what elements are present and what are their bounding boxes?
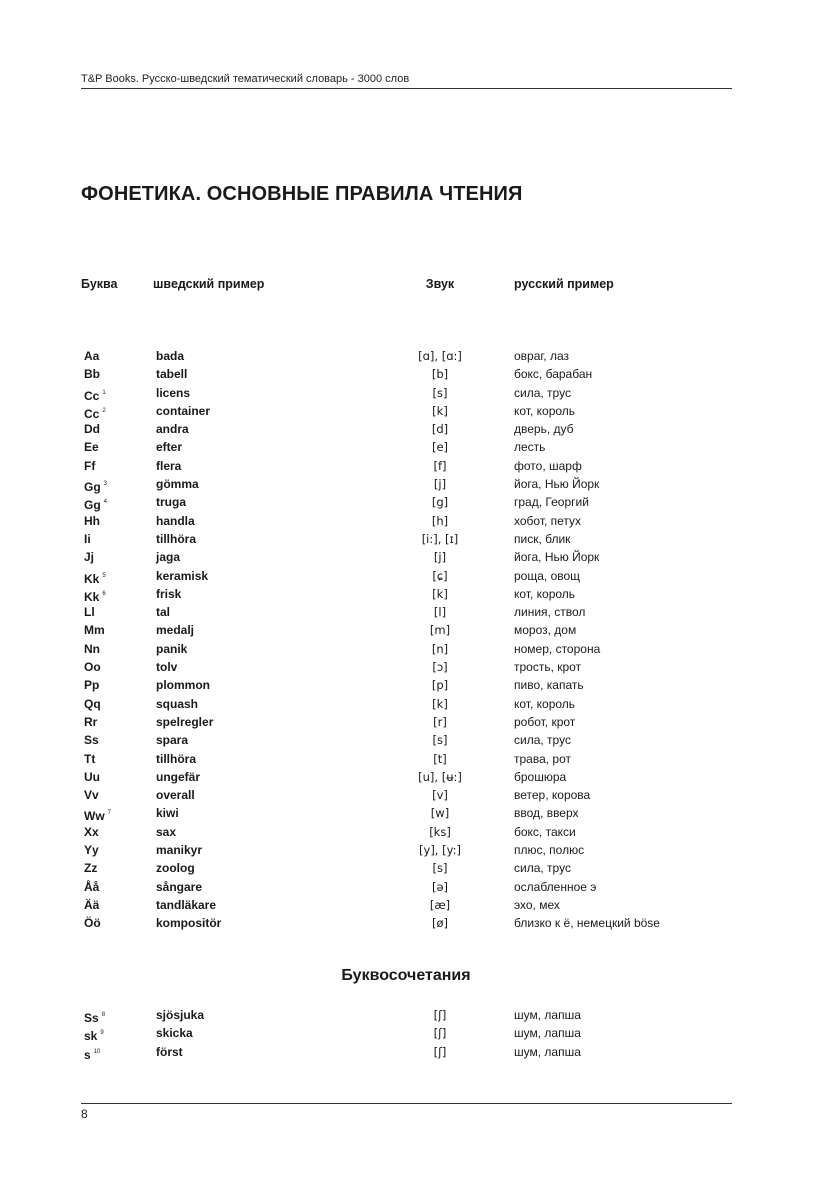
table-row <box>0 586 840 604</box>
letter-text: Ss <box>84 733 99 748</box>
russian-example-cell: эхо, мех <box>514 897 560 912</box>
swedish-example-cell: manikyr <box>156 843 203 858</box>
russian-example-cell: шум, лапша <box>514 1026 581 1041</box>
table-row <box>0 513 840 531</box>
sound-cell: [y], [y:] <box>419 843 461 858</box>
letter-cell <box>84 751 95 767</box>
sound-cell: [h] <box>431 513 449 528</box>
footnote-marker: 7 <box>107 810 112 817</box>
swedish-example-cell: gömma <box>156 477 199 492</box>
footnote-marker: 9 <box>100 1030 104 1037</box>
table-row <box>0 348 840 366</box>
swedish-example-cell: flera <box>156 458 182 473</box>
swedish-example-cell: truga <box>156 495 186 510</box>
letter-cell <box>84 476 107 495</box>
swedish-example-cell: skicka <box>156 1026 193 1041</box>
letter-cell <box>84 549 94 565</box>
swedish-example-cell: overall <box>156 788 195 803</box>
sound-cell: [ʃ] <box>433 1026 447 1041</box>
sound-cell: [ɕ] <box>432 568 448 583</box>
russian-example-cell: кот, король <box>514 696 576 711</box>
russian-example-cell: трава, рот <box>514 751 572 766</box>
sound-cell: [b] <box>431 367 449 382</box>
swedish-example-cell: keramisk <box>156 568 209 583</box>
letter-text: Xx <box>84 824 99 839</box>
letter-cell <box>84 421 100 437</box>
letter-cell <box>84 439 99 455</box>
table-row <box>0 439 840 457</box>
table-row <box>0 403 840 421</box>
russian-example-cell: град, Георгий <box>514 495 589 510</box>
swedish-example-cell: kiwi <box>156 806 179 821</box>
letter-text: Ee <box>84 440 99 455</box>
sound-cell: [m] <box>429 623 451 638</box>
swedish-example-cell: först <box>156 1044 183 1059</box>
letter-text: sk <box>84 1029 98 1044</box>
russian-example-cell: трость, крот <box>514 660 582 675</box>
russian-example-cell: сила, трус <box>514 733 571 748</box>
letter-text: Kk <box>84 571 100 586</box>
column-header-example: шведский пример <box>153 277 265 291</box>
letter-cell <box>84 604 95 620</box>
letter-cell <box>84 458 95 474</box>
sound-cell: [ə] <box>431 879 449 894</box>
table-row <box>0 494 840 512</box>
table-row <box>0 531 840 549</box>
swedish-example-cell: spara <box>156 733 189 748</box>
russian-example-cell: дверь, дуб <box>514 422 574 437</box>
letter-cell <box>84 622 105 638</box>
russian-example-cell: хобот, петух <box>514 513 582 528</box>
sound-cell: [ø] <box>431 916 448 931</box>
letter-text: Jj <box>84 550 95 565</box>
letter-text: Ww <box>84 809 105 824</box>
footnote-marker: 2 <box>102 407 106 414</box>
letter-cell <box>84 385 106 404</box>
letter-text: Kk <box>84 589 100 604</box>
combinations-table <box>0 1007 840 1062</box>
table-row <box>0 604 840 622</box>
letter-text: Gg <box>84 480 101 495</box>
swedish-example-cell: zoolog <box>156 861 195 876</box>
table-row <box>0 751 840 769</box>
letter-text: Ll <box>84 605 95 620</box>
letter-text: Oo <box>84 660 101 675</box>
swedish-example-cell: kompositör <box>156 916 222 931</box>
letter-text: Uu <box>84 769 100 784</box>
table-row <box>0 476 840 494</box>
russian-example-cell: робот, крот <box>514 714 576 729</box>
letter-text: Zz <box>84 861 98 876</box>
russian-example-cell: шум, лапша <box>514 1008 581 1022</box>
sound-cell: [k] <box>432 403 448 418</box>
russian-example-cell: роща, овощ <box>514 568 581 583</box>
table-row <box>0 1007 840 1025</box>
swedish-example-cell: panik <box>156 641 188 656</box>
letter-text: Dd <box>84 422 100 437</box>
sound-cell: [g] <box>431 495 449 510</box>
swedish-example-cell: plommon <box>156 678 210 693</box>
footnote-marker: 5 <box>102 572 106 579</box>
sound-cell: [i:], [ɪ] <box>421 531 459 546</box>
footnote-marker: 1 <box>102 389 106 396</box>
letter-text: Cc <box>84 406 100 421</box>
table-row <box>0 1044 840 1062</box>
letter-text: Vv <box>84 788 99 803</box>
russian-example-cell: ввод, вверх <box>514 806 579 821</box>
letter-cell <box>84 787 99 803</box>
column-header-ru: русский пример <box>514 277 614 291</box>
sound-cell: [t] <box>433 751 447 766</box>
sound-cell: [s] <box>432 385 448 400</box>
letter-cell <box>84 805 111 824</box>
russian-example-cell: фото, шарф <box>514 458 582 473</box>
swedish-example-cell: tolv <box>156 660 178 675</box>
russian-example-cell: бокс, такси <box>514 824 576 839</box>
russian-example-cell: близко к ё, немецкий böse <box>514 916 660 931</box>
sound-cell: [d] <box>431 422 449 437</box>
swedish-example-cell: sjösjuka <box>156 1008 205 1022</box>
russian-example-cell: плюс, полюс <box>514 843 585 858</box>
swedish-example-cell: licens <box>156 385 191 400</box>
letter-text: Öö <box>84 916 101 931</box>
sound-cell: [p] <box>431 678 449 693</box>
sound-cell: [j] <box>433 550 447 565</box>
letter-text: Yy <box>84 843 99 858</box>
letter-cell <box>84 1007 105 1026</box>
section-subtitle: Буквосочетания <box>341 967 471 984</box>
sound-cell: [k] <box>432 696 448 711</box>
swedish-example-cell: sångare <box>156 879 203 894</box>
russian-example-cell: ослабленное э <box>514 879 597 894</box>
footnote-marker: 3 <box>103 481 108 488</box>
sound-cell: [e] <box>431 440 449 455</box>
letter-cell <box>84 824 99 840</box>
letter-text: Mm <box>84 623 105 638</box>
swedish-example-cell: efter <box>156 440 183 455</box>
letter-cell <box>84 879 99 895</box>
table-row <box>0 421 840 439</box>
table-row <box>0 622 840 640</box>
russian-example-cell: писк, блик <box>514 531 571 546</box>
letter-cell <box>84 732 99 748</box>
footnote-marker: 4 <box>103 499 108 506</box>
letter-cell <box>84 842 99 858</box>
table-row <box>0 677 840 695</box>
table-row <box>0 659 840 677</box>
letter-cell <box>84 677 99 693</box>
letter-cell <box>84 366 100 382</box>
letter-cell <box>84 1044 100 1063</box>
table-row <box>0 549 840 567</box>
russian-example-cell: сила, трус <box>514 385 571 400</box>
swedish-example-cell: jaga <box>156 550 181 565</box>
sound-cell: [s] <box>432 861 448 876</box>
swedish-example-cell: andra <box>156 422 189 437</box>
table-row <box>0 897 840 915</box>
swedish-example-cell: container <box>156 403 211 418</box>
russian-example-cell: кот, король <box>514 586 576 601</box>
letter-cell <box>84 860 97 876</box>
table-row <box>0 824 840 842</box>
letter-cell <box>84 897 99 913</box>
sound-cell: [ɔ] <box>432 660 448 675</box>
letter-text: Gg <box>84 498 101 513</box>
letter-cell <box>84 915 101 931</box>
russian-example-cell: ветер, корова <box>514 788 591 803</box>
letter-cell <box>84 769 100 785</box>
letter-cell <box>84 494 107 513</box>
table-row <box>0 641 840 659</box>
table-row <box>0 842 840 860</box>
table-row <box>0 714 840 732</box>
russian-example-cell: мороз, дом <box>514 623 577 638</box>
russian-example-cell: лесть <box>514 440 546 455</box>
swedish-example-cell: ungefär <box>156 769 201 784</box>
sound-cell: [k] <box>432 586 448 601</box>
alphabet-table <box>0 348 840 934</box>
header-text: T&P Books. Русско-шведский тематический словарь - 3000 слов <box>81 73 410 85</box>
table-row <box>0 805 840 823</box>
letter-text: Qq <box>84 696 101 711</box>
column-header-sound: Звук <box>425 277 455 291</box>
letter-text: Cc <box>84 388 100 403</box>
sound-cell: [ʃ] <box>433 1044 447 1059</box>
swedish-example-cell: handla <box>156 513 195 528</box>
russian-example-cell: линия, ствол <box>514 605 586 620</box>
sound-cell: [ʃ] <box>433 1008 447 1022</box>
swedish-example-cell: tandläkare <box>156 897 217 912</box>
letter-text: s <box>84 1047 91 1062</box>
table-row <box>0 732 840 750</box>
letter-cell <box>84 696 101 712</box>
sound-cell: [r] <box>433 714 447 729</box>
page-title: ФОНЕТИКА. ОСНОВНЫЕ ПРАВИЛА ЧТЕНИЯ <box>81 183 523 205</box>
table-row <box>0 568 840 586</box>
table-row <box>0 696 840 714</box>
russian-example-cell: йога, Нью Йорк <box>514 550 600 565</box>
swedish-example-cell: tal <box>156 605 171 620</box>
table-row <box>0 787 840 805</box>
letter-cell <box>84 513 100 529</box>
sound-cell: [u], [ʉ:] <box>418 769 462 784</box>
sound-cell: [ɑ], [ɑ:] <box>418 349 462 363</box>
letter-text: Ii <box>84 531 91 546</box>
letter-cell <box>84 586 106 605</box>
sound-cell: [ks] <box>429 824 451 839</box>
russian-example-cell: кот, король <box>514 403 576 418</box>
russian-example-cell: сила, трус <box>514 861 571 876</box>
letter-text: Bb <box>84 367 100 382</box>
russian-example-cell: пиво, капать <box>514 678 584 693</box>
letter-cell <box>84 531 91 547</box>
letter-cell <box>84 641 100 657</box>
russian-example-cell: брошюра <box>514 769 567 784</box>
sound-cell: [æ] <box>429 897 451 912</box>
sound-cell: [v] <box>432 788 448 803</box>
sound-cell: [l] <box>433 605 447 620</box>
letter-text: Ää <box>84 897 100 912</box>
swedish-example-cell: tillhöra <box>156 751 197 766</box>
letter-cell <box>84 403 106 422</box>
header-rule <box>81 88 732 89</box>
footnote-marker: 10 <box>93 1048 101 1055</box>
sound-cell: [s] <box>432 733 448 748</box>
letter-text: Aa <box>84 349 100 363</box>
swedish-example-cell: spelregler <box>156 714 214 729</box>
russian-example-cell: йога, Нью Йорк <box>514 477 600 492</box>
letter-cell <box>84 348 99 364</box>
sound-cell: [f] <box>433 458 447 473</box>
russian-example-cell: шум, лапша <box>514 1044 581 1059</box>
swedish-example-cell: sax <box>156 824 177 839</box>
russian-example-cell: номер, сторона <box>514 641 601 656</box>
russian-example-cell: овраг, лаз <box>514 349 570 363</box>
table-row <box>0 385 840 403</box>
table-row <box>0 860 840 878</box>
swedish-example-cell: squash <box>156 696 199 711</box>
footnote-marker: 6 <box>102 590 106 597</box>
footer-rule <box>81 1103 732 1104</box>
table-row <box>0 879 840 897</box>
footnote-marker: 8 <box>101 1012 106 1018</box>
swedish-example-cell: bada <box>156 349 185 363</box>
letter-text: Ff <box>84 458 96 473</box>
table-row <box>0 915 840 933</box>
swedish-example-cell: frisk <box>156 586 182 601</box>
column-header-letter: Буква <box>81 277 118 291</box>
letter-text: Tt <box>84 751 96 766</box>
table-row <box>0 1025 840 1043</box>
letter-text: Åå <box>84 879 100 894</box>
swedish-example-cell: medalj <box>156 623 195 638</box>
letter-text: Ss <box>84 1011 99 1025</box>
swedish-example-cell: tabell <box>156 367 188 382</box>
sound-cell: [j] <box>433 477 447 492</box>
letter-cell <box>84 568 106 587</box>
sound-cell: [w] <box>430 806 450 821</box>
sound-cell: [n] <box>431 641 449 656</box>
letter-text: Nn <box>84 641 100 656</box>
table-row <box>0 458 840 476</box>
table-row <box>0 366 840 384</box>
letter-text: Pp <box>84 678 100 693</box>
russian-example-cell: бокс, барабан <box>514 367 593 382</box>
page-number: 8 <box>81 1107 88 1121</box>
letter-text: Hh <box>84 513 100 528</box>
letter-cell <box>84 1025 104 1044</box>
table-row <box>0 769 840 787</box>
letter-text: Rr <box>84 714 98 729</box>
letter-cell <box>84 714 97 730</box>
swedish-example-cell: tillhöra <box>156 531 197 546</box>
letter-cell <box>84 659 101 675</box>
